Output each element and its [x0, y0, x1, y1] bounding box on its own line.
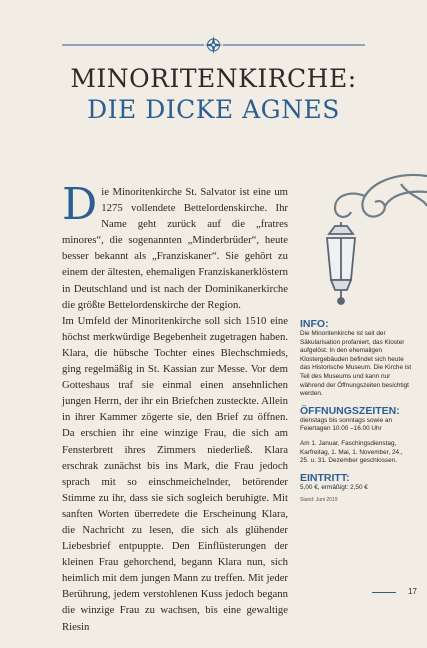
compass-rose-icon: [205, 36, 223, 54]
page-footer: [372, 587, 417, 597]
footer-rule: [372, 592, 396, 593]
paragraph-legend: Im Umfeld der Minoritenkirche soll sich 1510 eine höchst merkwürdige Begebenheit zugetragen haben. Klara, die hübsche Tochter eines Blechschmieds, ging regelmäßig in St. Kassian zur Messe. Vor dem Gotteshaus traf sie einmal einen ansehnlichen jungen Herrn, der ihr ein Briefchen zusteckte. Allein in ihrer Kammer zögerte sie, den Brief zu öffnen. Da erschien ihr eine winzige Frau, die sich am Fensterbrett ihres Zimmers niederließ. Klara erschrak zunächst bis ins Mark, die Frau jedoch sprach mit so einschmeichelnder, betörender Stimme zu ihr, dass sie sich sogleich beruhigte. Mit sanften Worten überredete die Erscheinung Klara, die Nachricht zu lesen, die sich als glühender Liebesbrief entpuppte. Den Einflüsterungen der kleinen Frau gehorchend, begann Klara nun, sich heimlich mit dem jungen Mann zu treffen. Mit jeder Berührung, jedem verstohlenen Kuss jedoch begann die winzige Frau zu wachsen, bis eine gewaltige Riesin: [62, 314, 288, 633]
street-lantern-icon: [305, 162, 427, 322]
hours-text: dienstags bis sonntags sowie an Feiertagen 10.00 –16.00 Uhr: [300, 416, 393, 433]
paragraph-intro: [62, 179, 288, 313]
page-subtitle: DIE DICKE AGNES: [87, 95, 340, 124]
closed-text: Am 1. Januar, Faschingsdienstag, Karfreitag, 1. Mai, 1. November, 24., 25. u. 31. Dezember geschlossen.: [300, 439, 403, 465]
stand-date: Stand: Juni 2019: [300, 497, 338, 504]
admission-text: 5,00 €, ermäßigt: 2,50 €: [300, 483, 368, 491]
info-sidebar: [300, 318, 412, 503]
info-heading: INFO:: [300, 318, 329, 330]
page-title: MINORITENKIRCHE:: [70, 64, 357, 93]
drop-cap: D: [62, 179, 98, 230]
info-text: Die Minoritenkirche ist seit der Säkularisation profaniert, das Kloster aufgelöst. In den ehemaligen Klostergebäuden befindet sich heute das Historische Museum. Die Kirche ist Teil des Museums und kann nur während der Öffnungszeiten besichtigt werden.: [300, 330, 412, 398]
main-text: [62, 179, 288, 635]
title-block: [0, 64, 427, 126]
page-number: 17: [408, 587, 417, 596]
admission-heading: EINTRITT:: [300, 471, 350, 484]
hours-heading: ÖFFNUNGSZEITEN:: [300, 404, 400, 417]
paragraph-intro-text: ie Minoritenkirche St. Salvator ist eine um 1275 vollendete Bettelordenskirche. Ihr Name geht zurück auf die „fratres minores“, die sogenannten „Minderbrüder“, heute besser bekannt als „Franziskaner“. Sie gehört zu einem der ältesten, ehemaligen Franziskanerklöstern in Deutschland und ist nach der Dominikanerkirche die größte Bettelordenskirche der Region.: [62, 186, 288, 311]
